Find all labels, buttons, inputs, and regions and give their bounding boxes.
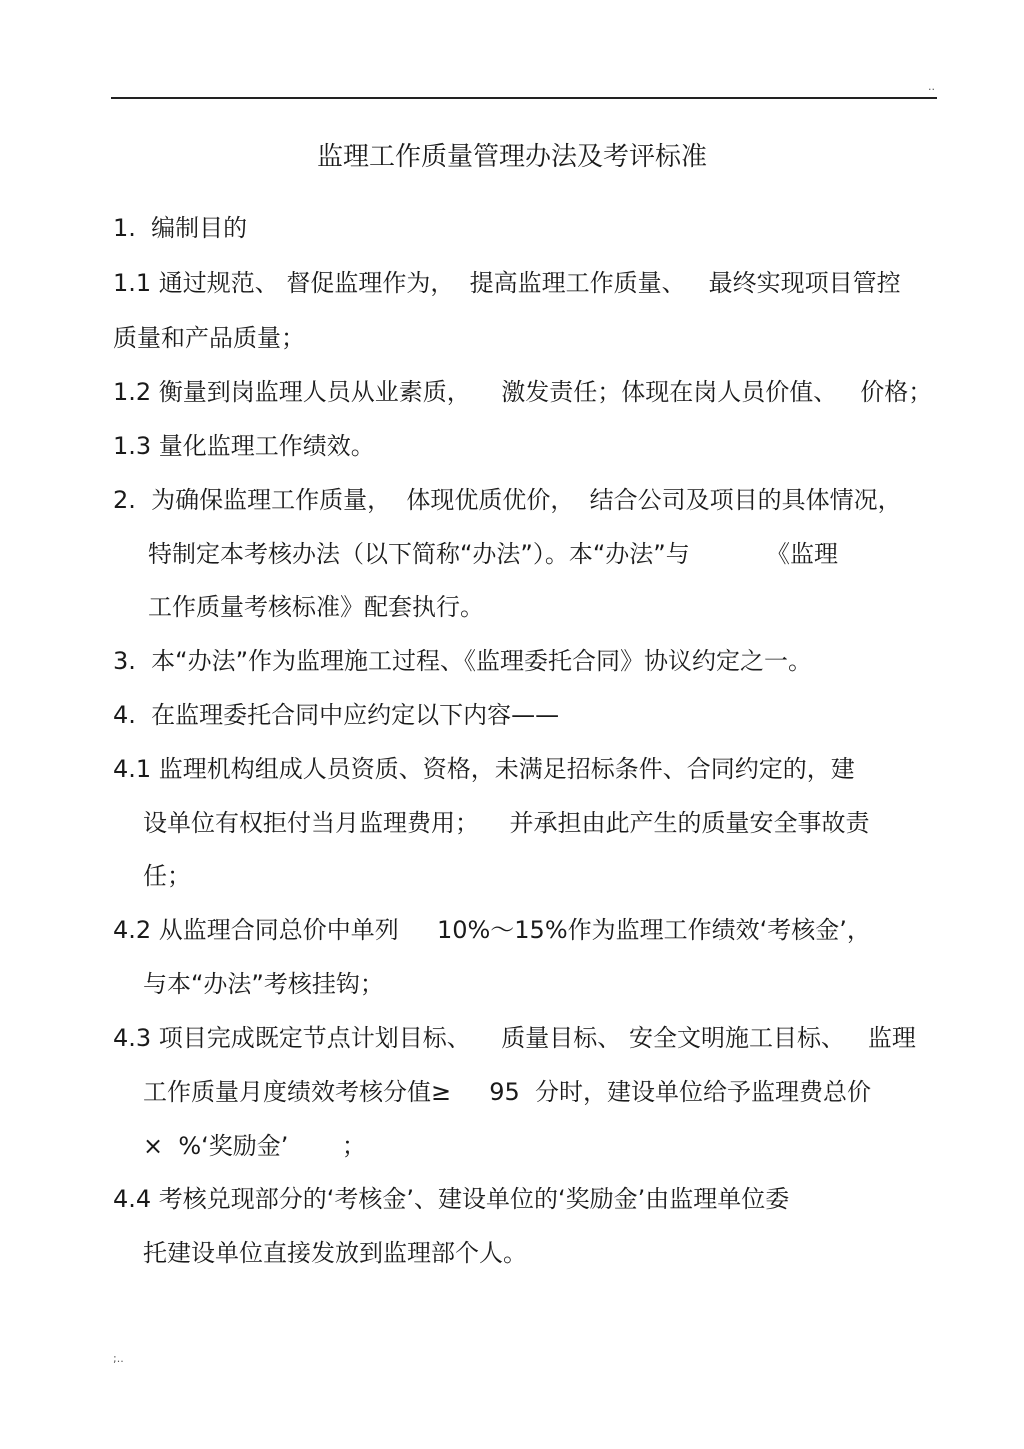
section-2-line-2: 特制定本考核办法（以下简称“办法”）。本“办法”与 《监理 [148, 540, 839, 568]
clause-4-2-line-1: 4.2 从监理合同总价中单列 10%～15%作为监理工作绩效‘考核金’， [113, 916, 871, 944]
section-2-line-3: 工作质量考核标准》配套执行。 [148, 593, 484, 621]
section-2-line-1: 2. 为确保监理工作质量， 体现优质优价， 结合公司及项目的具体情况， [113, 486, 902, 514]
clause-1-1-line-2: 质量和产品质量； [113, 324, 305, 352]
section-4-heading: 4. 在监理委托合同中应约定以下内容—— [113, 701, 560, 729]
header-mark: .. [928, 80, 935, 93]
clause-4-1-line-2: 设单位有权拒付当月监理费用； 并承担由此产生的质量安全事故责 [143, 809, 870, 837]
clause-4-1-line-3: 任； [143, 862, 191, 890]
clause-4-4-line-2: 托建设单位直接发放到监理部个人。 [143, 1239, 527, 1267]
section-3: 3. 本“办法”作为监理施工过程、《监理委托合同》协议约定之一。 [113, 647, 813, 675]
footer-mark: ;.. [113, 1352, 124, 1365]
clause-4-3-line-2: 工作质量月度绩效考核分值≥ 95 分时，建设单位给予监理费总价 [143, 1078, 872, 1106]
clause-4-4-line-1: 4.4 考核兑现部分的‘考核金’、建设单位的‘奖励金’由监理单位委 [113, 1185, 790, 1213]
clause-4-2-line-2: 与本“办法”考核挂钩； [143, 970, 384, 998]
clause-4-3-line-1: 4.3 项目完成既定节点计划目标、 质量目标、 安全文明施工目标、 监理 [113, 1024, 916, 1052]
clause-1-2: 1.2 衡量到岗监理人员从业素质， 激发责任；体现在岗人员价值、 价格； [113, 378, 933, 406]
header-rule [111, 97, 937, 99]
document-title: 监理工作质量管理办法及考评标准 [316, 142, 707, 172]
clause-4-3-line-3: × %‘奖励金’ ； [143, 1132, 366, 1160]
section-1-heading: 1. 编制目的 [113, 214, 248, 242]
clause-1-1-line-1: 1.1 通过规范、 督促监理作为， 提高监理工作质量、 最终实现项目管控 [113, 269, 901, 297]
clause-4-1-line-1: 4.1 监理机构组成人员资质、资格，未满足招标条件、合同约定的，建 [113, 755, 855, 783]
clause-1-3: 1.3 量化监理工作绩效。 [113, 432, 375, 460]
